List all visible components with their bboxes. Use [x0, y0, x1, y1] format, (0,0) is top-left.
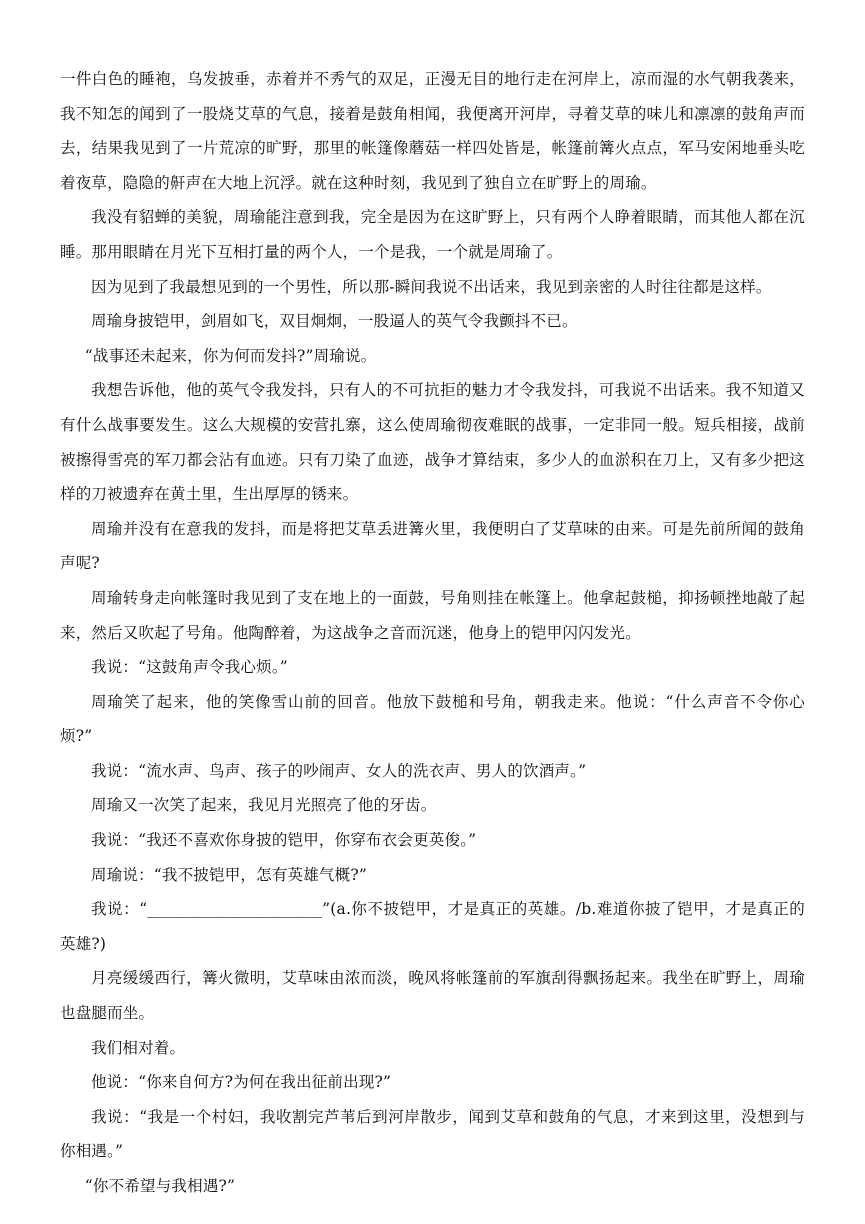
document-body: [60, 62, 805, 1204]
paragraph-17: 我们相对着。: [91, 1038, 186, 1057]
paragraph-16: 月亮缓缓西行，篝火微明，艾草味由浓而淡，晚风将帐篷前的军旗刮得飘扬起来。我坐在旷野上，周瑜也盘腿而坐。: [60, 969, 805, 1023]
paragraph-19: 我说：“我是一个村妇，我收割完芦苇后到河岸散步，闻到艾草和鼓角的气息，才来到这里，没想到与你相遇。”: [60, 1107, 805, 1161]
paragraph-15-fill-blank: 我说：“______________________”(a.你不披铠甲，才是真正的英雄。/b.难道你披了铠甲，才是真正的英雄?): [60, 900, 805, 953]
paragraph-5: “战事还未起来，你为何而发抖?”周瑜说。: [84, 346, 377, 365]
paragraph-6: 我想告诉他，他的英气令我发抖，只有人的不可抗拒的魅力才令我发抖，可我说不出话来。我不知道又有什么战事要发生。这么大规模的安营扎寨，这么使周瑜彻夜难眠的战事，一定非同一般。短兵相接，战前被擦得雪亮的军刀都会沾有血迹。只有刀染了血迹，战争才算结束，多少人的血淤积在刀上，又有多少把这样的刀被遗弃在黄土里，生出厚厚的锈来。: [60, 381, 805, 504]
paragraph-18: 他说：“你来自何方?为何在我出征前出现?”: [91, 1073, 392, 1092]
paragraph-4: 周瑜身披铠甲，剑眉如飞，双目炯炯，一股逼人的英气令我颤抖不已。: [91, 312, 578, 331]
paragraph-7: 周瑜并没有在意我的发抖，而是将把艾草丢进篝火里，我便明白了艾草味的由来。可是先前所闻的鼓角声呢?: [60, 519, 805, 573]
paragraph-13: 我说：“我还不喜欢你身披的铠甲，你穿布衣会更英俊。”: [91, 831, 477, 850]
paragraph-20: “你不希望与我相遇?”: [84, 1177, 236, 1195]
paragraph-9: 我说：“这鼓角声令我心烦。”: [91, 658, 288, 677]
paragraph-8: 周瑜转身走向帐篷时我见到了支在地上的一面鼓，号角则挂在帐篷上。他拿起鼓槌，抑扬顿挫地敲了起来，然后又吹起了号角。他陶醉着，为这战争之音而沉迷，他身上的铠甲闪闪发光。: [60, 588, 805, 642]
paragraph-2: 我没有貂蝉的美貌，周瑜能注意到我，完全是因为在这旷野上，只有两个人睁着眼睛，而其他人都在沉睡。那用眼睛在月光下互相打量的两个人，一个是我，一个就是周瑜了。: [60, 208, 805, 261]
paragraph-14: 周瑜说：“我不披铠甲，怎有英雄气概?”: [91, 865, 367, 884]
paragraph-1: 一件白色的睡袍，乌发披垂，赤着并不秀气的双足，正漫无目的地行走在河岸上，凉而湿的水气朝我袭来，我不知怎的闻到了一股烧艾草的气息，接着是鼓角相闻，我便离开河岸，寻着艾草的味儿和凛凛的鼓角声而去，结果我见到了一片荒凉的旷野，那里的帐篷像蘑菇一样四处皆是，帐篷前篝火点点，军马安闲地垂头吃着夜草，隐隐的鼾声在大地上沉浮。就在这种时刻，我见到了独自立在旷野上的周瑜。: [60, 70, 805, 192]
paragraph-10: 周瑜笑了起来，他的笑像雪山前的回音。他放下鼓槌和号角，朝我走来。他说：“什么声音不令你心烦?”: [60, 692, 805, 746]
paragraph-3: 因为见到了我最想见到的一个男性，所以那-瞬间我说不出话来，我见到亲密的人时往往都是这样。: [91, 277, 772, 296]
paragraph-11: 我说：“流水声、鸟声、孩子的吵闹声、女人的洗衣声、男人的饮酒声。”: [91, 761, 587, 780]
paragraph-12: 周瑜又一次笑了起来，我见月光照亮了他的牙齿。: [91, 796, 437, 815]
